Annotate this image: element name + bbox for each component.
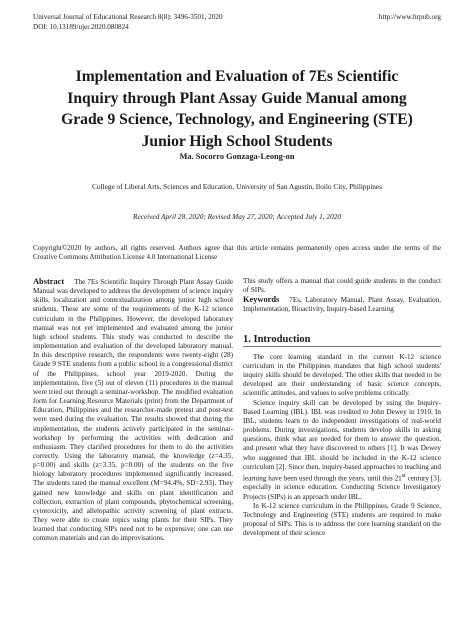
title-line: Grade 9 Science, Technology, and Engineering (STE) — [61, 111, 413, 128]
abstract-label: Abstract — [33, 277, 65, 286]
intro-text: century [3], especially in science education. Conducting Science Investigatory Projects (SIPs) is an approach under IBL. — [243, 474, 441, 501]
ordinal-superscript: st — [401, 472, 406, 479]
intro-text: Science inquiry skill can be developed by using the Inquiry-Based Learning (IBL). IBL was credited to John Dewey in 1910. In IBL, students learn to do independent investigations of real-world problems. During investigations, students develop skills in asking questions, think what are needed for them to answer the question, and present what they have discovered to others [1]. It was Dewey who suggested that IBL should be included in the K-12 science curriculum [2]. Since then, inquiry-based approaches to teaching and learning have been used through the years, until this 21 — [243, 398, 441, 483]
journal-url[interactable]: http://www.hrpub.org — [378, 13, 441, 21]
intro-paragraph: The core learning standard in the current K-12 science curriculum in the Philippines mandates that high school students' inquiry skills should be developed. The other skills that needed to be developed are their understanding of basic science concepts, scientific attitudes, and values to solve problems critically. — [243, 352, 441, 398]
doi: DOI: 10.13189/ujer.2020.080824 — [33, 22, 129, 31]
keywords-paragraph — [243, 295, 441, 314]
section-heading: 1. Introduction — [243, 333, 311, 345]
abstract-paragraph — [33, 277, 233, 544]
abstract-text: The 7Es Scientific Inquiry Through Plant Assay Guide Manual was developed to address the development of science inquiry skills, localization and contextualization among junior high school students. These are some of the requirements of the K-12 science curriculum in the Philippines. However, the developed laboratory manual was not yet implemented and evaluated among the junior high school students. This study was conducted to describe the implementation and evaluation of the developed laboratory manual. In this descriptive research, the respondents were twenty-eight (28) Grade 9 STE students from a public school in a congressional district of the Philippines, school year 2019-2020. During the implementation, five (5) out of eleven (11) procedures in the manual were tried out through a seminar-workshop. The modified evaluation form for Learning Resource Materials (print) from the Department of Education, Philippines and the researcher-made pretest and post-test were used during the evaluation. The results showed that during the implementation, the students actively participated in the seminar-workshop by performing the activities with dedication and enthusiasm. They clarified procedures for them to do the activities correctly. Using the laboratory manual, the knowledge (z=4.35, p=0.00) and skills (z=3.35, p=0.00) of the students on the five biology laboratory procedures implemented significantly increased. The students rated the manual excellent (M=94.4%, SD=2.93). They gained new knowledge and skills on plant identification and collection, extraction of plant compounds, phytochemical screening, cytotoxicity, and allelopathic activity screening of plant extracts. They were able to create topics using plants for their SIPs. They learned that conducting SIPs need not to be expensive; one can use common materials and can do improvisations. — [33, 278, 233, 543]
intro-paragraph — [243, 399, 441, 502]
copyright-notice: Copyright©2020 by authors, all rights reserved. Authors agree that this article remains permanently open access under the terms of the Creative Commons Attribution License 4.0 International License — [33, 244, 441, 262]
title-line: Junior High School Students — [141, 132, 333, 150]
section-divider — [243, 346, 441, 347]
right-column — [243, 277, 441, 538]
author-name: Ma. Socorro Gonzaga-Leong-on — [179, 152, 295, 161]
left-column — [33, 277, 233, 544]
journal-citation: Universal Journal of Educational Research 8(8): 3496-3501, 2020 — [33, 13, 223, 21]
title-line: Implementation and Evaluation of 7Es Scientific — [75, 68, 399, 85]
journal-header — [33, 13, 223, 32]
publication-dates: Received April 28, 2020; Revised May 27, 2020; Accepted July 1, 2020 — [132, 212, 342, 221]
title-line: Inquiry through Plant Assay Guide Manual among — [67, 89, 407, 107]
intro-paragraph: In K-12 science curriculum in the Philippines, Grade 9 Science, Technology and Engineering (STE) students are required to make proposal of SIPs. This is to address the core learning standard on the development of their science — [243, 501, 441, 538]
abstract-continuation: This study offers a manual that could guide students in the conduct of SIPs. — [243, 277, 441, 295]
author-affiliation: College of Liberal Arts, Sciences and Education, University of San Agustin, Iloilo City, Philippines — [92, 182, 382, 191]
paper-title — [40, 66, 434, 152]
keywords-text: 7Es, Laboratory Manual, Plant Assay, Evaluation, Implementation, Bioactivity, Inquiry-based Learning — [243, 296, 441, 314]
keywords-label: Keywords — [243, 295, 280, 305]
